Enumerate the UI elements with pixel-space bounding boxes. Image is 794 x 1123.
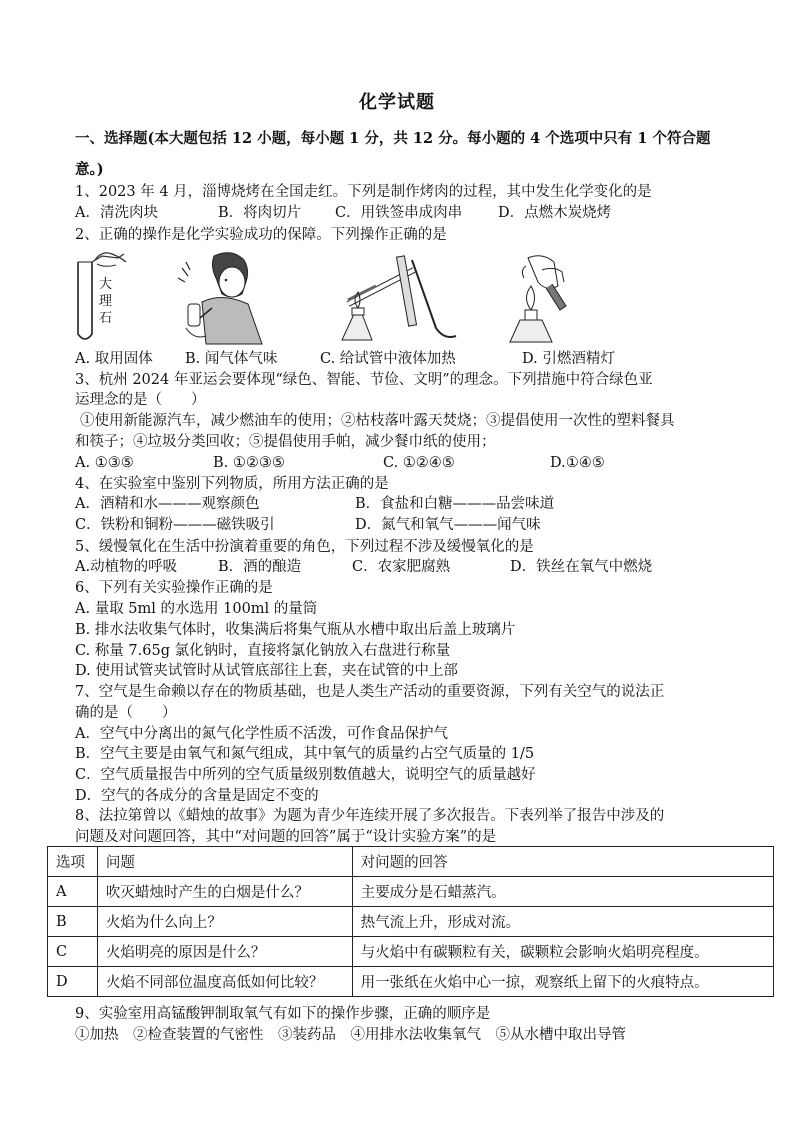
section-heading: 一、选择题(本大题包括 12 小题，每小题 1 分，共 12 分。每小题的 4 个选项中只有 1 个符合题意。) — [75, 130, 711, 178]
q7-option-a: A．空气中分离出的氮气化学性质不活泼，可作食品保护气 — [75, 726, 448, 742]
row-question: 火焰明亮的原因是什么？ — [97, 937, 352, 967]
q4-option-c: C．铁粉和铜粉———磁铁吸引 — [75, 517, 275, 533]
q8-stem-line1: 8、法拉第曾以《蜡烛的故事》为题为青少年连续开展了多次报告。下表列举了报告中涉及的 — [75, 808, 665, 824]
header-answer: 对问题的回答 — [352, 847, 773, 877]
marble-label-3: 石 — [99, 311, 113, 326]
q6-option-d: D. 使用试管夹试管时从试管底部往上套，夹在试管的中上部 — [75, 663, 458, 679]
q5-option-a: A.动植物的呼吸 — [75, 559, 178, 575]
q1-option-b: B．将肉切片 — [218, 205, 302, 221]
q4-option-a: A．酒精和水———观察颜色 — [75, 496, 260, 512]
marble-label-1: 大 — [99, 277, 113, 292]
figure-heat-liquid — [328, 248, 468, 348]
q6-option-b: B. 排水法收集气体时，收集满后将集气瓶从水槽中取出后盖上玻璃片 — [75, 622, 516, 638]
header-question: 问题 — [97, 847, 352, 877]
q4-option-d: D．氮气和氧气———闻气味 — [355, 517, 541, 533]
q1-option-c: C．用铁签串成肉串 — [335, 205, 463, 221]
row-answer: 热气流上升，形成对流。 — [352, 907, 773, 937]
q2-option-c: C. 给试管中液体加热 — [320, 351, 456, 367]
q7-option-c: C．空气质量报告中所列的空气质量级别数值越大，说明空气的质量越好 — [75, 767, 536, 783]
q2-option-d: D. 引燃酒精灯 — [522, 351, 615, 367]
q4-option-b: B．食盐和白糖———品尝味道 — [355, 496, 555, 512]
q6-option-a: A. 量取 5ml 的水选用 100ml 的量筒 — [75, 601, 318, 617]
row-option: C — [48, 937, 98, 967]
row-option: A — [48, 877, 98, 907]
row-question: 火焰为什么向上？ — [97, 907, 352, 937]
q2-option-b: B. 闻气体气味 — [185, 351, 278, 367]
q5-stem: 5、缓慢氧化在生活中扮演着重要的角色，下列过程不涉及缓慢氧化的是 — [75, 539, 534, 555]
q9-steps: ①加热 ②检查装置的气密性 ③装药品 ④用排水法收集氧气 ⑤从水槽中取出导管 — [75, 1027, 626, 1043]
table-row — [48, 877, 774, 907]
q6-stem: 6、下列有关实验操作正确的是 — [75, 580, 273, 596]
row-question: 火焰不同部位温度高低如何比较？ — [97, 967, 352, 997]
q7-stem-line1: 7、空气是生命赖以存在的物质基础，也是人类生产活动的重要资源，下列有关空气的说法正 — [75, 684, 665, 700]
table-header-row — [48, 847, 774, 877]
figure-light-lamp — [502, 248, 582, 348]
page-title: 化学试题 — [359, 92, 435, 113]
table-row — [48, 937, 774, 967]
row-question: 吹灭蜡烛时产生的白烟是什么？ — [97, 877, 352, 907]
q2-stem: 2、正确的操作是化学实验成功的保障。下列操作正确的是 — [75, 227, 447, 243]
q3-option-c: C. ①②④⑤ — [383, 455, 455, 471]
table-row — [48, 967, 774, 997]
row-answer: 与火焰中有碳颗粒有关，碳颗粒会影响火焰明亮程度。 — [352, 937, 773, 967]
figure-smell-gas — [172, 248, 272, 348]
q5-option-c: C．农家肥腐熟 — [352, 559, 451, 575]
q3-option-b: B. ①②③⑤ — [213, 455, 285, 471]
q1-stem: 1、2023 年 4 月，淄博烧烤在全国走红。下列是制作烤肉的过程，其中发生化学变化的是 — [75, 184, 652, 200]
q3-stem-line2: 运理念的是（ ） — [75, 392, 206, 408]
q7-stem-line2: 确的是（ ） — [75, 705, 177, 721]
q1-option-d: D．点燃木炭烧烤 — [498, 205, 612, 221]
q9-stem: 9、实验室用高锰酸钾制取氧气有如下的操作步骤，正确的顺序是 — [75, 1006, 491, 1022]
q4-stem: 4、在实验室中鉴别下列物质，所用方法正确的是 — [75, 476, 389, 492]
row-answer: 用一张纸在火焰中心一掠，观察纸上留下的火痕特点。 — [352, 967, 773, 997]
q3-stem-line3: ①使用新能源汽车，减少燃油车的使用；②枯枝落叶露天焚烧；③提倡使用一次性的塑料餐具 — [80, 413, 675, 429]
q6-option-c: C. 称量 7.65g 氯化钠时，直接将氯化钠放入右盘进行称量 — [75, 643, 451, 659]
q3-stem-line1: 3、杭州 2024 年亚运会要体现“绿色、智能、节俭、文明”的理念。下列措施中符合绿色亚 — [75, 372, 653, 388]
q5-option-b: B．酒的酿造 — [218, 559, 302, 575]
q7-option-d: D．空气的各成分的含量是固定不变的 — [75, 788, 319, 804]
figure-test-tube-solid — [72, 248, 142, 348]
q8-table — [47, 846, 774, 997]
q3-option-d: D.①④⑤ — [550, 455, 605, 471]
row-answer: 主要成分是石蜡蒸汽。 — [352, 877, 773, 907]
q1-option-a: A．清洗肉块 — [75, 205, 158, 221]
q8-stem-line2: 问题及对问题回答，其中“对问题的回答”属于“设计实验方案”的是 — [75, 829, 497, 845]
q7-option-b: B．空气主要是由氧气和氮气组成，其中氧气的质量约占空气质量的 1/5 — [75, 746, 535, 762]
marble-label-2: 理 — [99, 294, 113, 309]
header-option: 选项 — [48, 847, 98, 877]
q3-option-a: A. ①③⑤ — [75, 455, 134, 471]
row-option: B — [48, 907, 98, 937]
row-option: D — [48, 967, 98, 997]
q5-option-d: D．铁丝在氧气中燃烧 — [510, 559, 653, 575]
q2-option-a: A. 取用固体 — [75, 351, 153, 367]
q3-stem-line4: 和筷子；④垃圾分类回收；⑤提倡使用手帕，减少餐巾纸的使用； — [75, 434, 496, 450]
table-row — [48, 907, 774, 937]
